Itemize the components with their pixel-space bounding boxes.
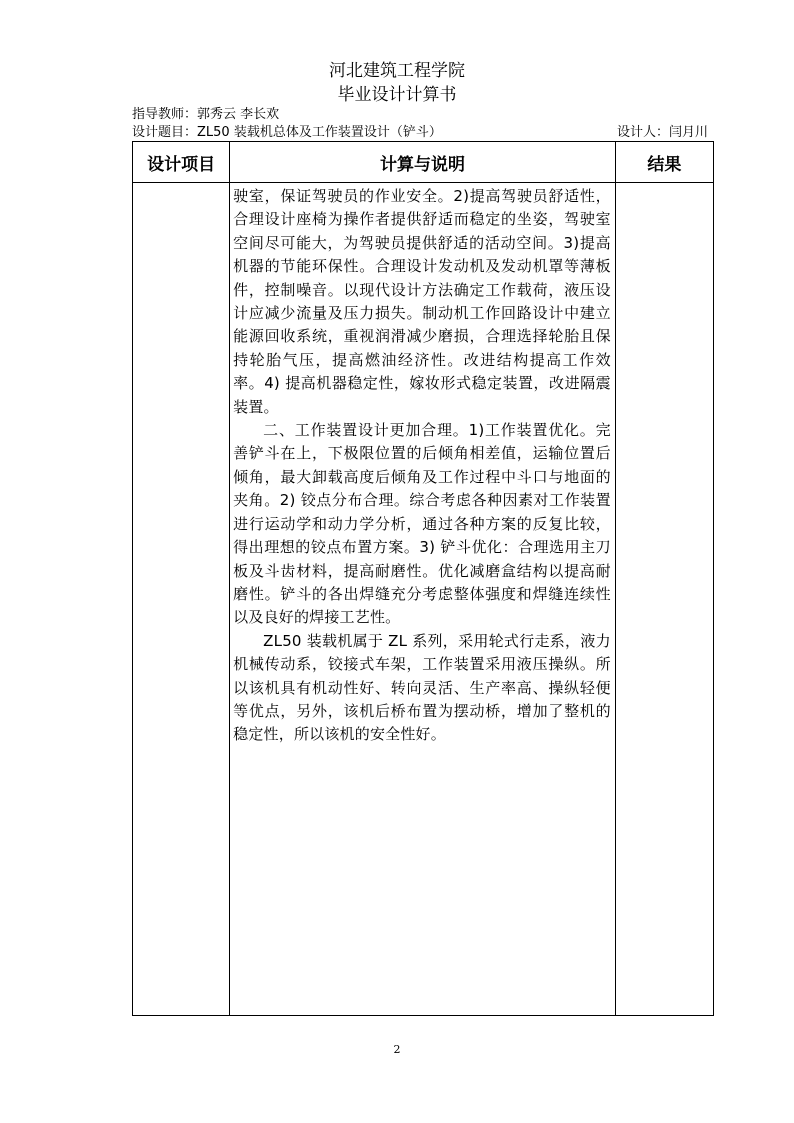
header-calculation-description: 计算与说明	[230, 142, 616, 183]
paragraph-2: 二、工作装置设计更加合理。1)工作装置优化。完善铲斗在上，下极限位置的后倾角相差值，运输位置后倾角，最大卸载高度后倾角及工作过程中斗口与地面的夹角。2) 铰点分布合理。综合考虑各种因素对工作装置进行运动学和动力学分析，通过各种方案的反复比较，得出理想的铰点布置方案。3) 铲斗优化：合理选用主刀板及斗齿材料，提高耐磨性。优化减磨盒结构以提高耐磨性。铲斗的各出焊缝充分考虑整体强度和焊缝连续性以及良好的焊接工艺性。	[233, 421, 611, 627]
description-text	[230, 183, 615, 747]
result-cell	[615, 183, 713, 1016]
designer-line: 设计人：闫月川	[616, 125, 708, 140]
advisor-line: 指导教师：郭秀云 李长欢	[132, 107, 280, 122]
design-item-cell	[133, 183, 230, 1016]
paragraph-1: 驶室，保证驾驶员的作业安全。2)提高驾驶员舒适性，合理设计座椅为操作者提供舒适而稳定的坐姿，驾驶室空间尽可能大，为驾驶员提供舒适的活动空间。3)提高机器的节能环保性。合理设计发动机及发动机罩等薄板件，控制噪音。以现代设计方法确定工作载荷，液压设计应减少流量及压力损失。制动机工作回路设计中建立能源回收系统，重视润滑减少磨损，合理选择轮胎且保持轮胎气压，提高燃油经济性。改进结构提高工作效率。4) 提高机器稳定性，嫁妆形式稳定装置，改进隔震装置。	[233, 187, 611, 416]
school-title: 河北建筑工程学院	[329, 61, 465, 81]
header-design-item: 设计项目	[133, 142, 230, 183]
document-type-title: 毕业设计计算书	[337, 85, 457, 105]
header-result: 结果	[615, 142, 713, 183]
paragraph-3: ZL50 装载机属于 ZL 系列，采用轮式行走系，液力机械传动系，铰接式车架，工作装置采用液压操纵。所以该机具有机动性好、转向灵活、生产率高、操纵轻便等优点，另外，该机后桥布置为摆动桥，增加了整机的稳定性，所以该机的安全性好。	[233, 631, 611, 744]
page-number: 2	[393, 1043, 401, 1056]
topic-line: 设计题目：ZL50 装载机总体及工作装置设计（铲斗）	[132, 125, 442, 140]
table-header-row	[133, 142, 714, 183]
calculation-table	[132, 141, 714, 1016]
description-cell	[230, 183, 616, 1016]
table-body-row	[133, 183, 714, 1016]
